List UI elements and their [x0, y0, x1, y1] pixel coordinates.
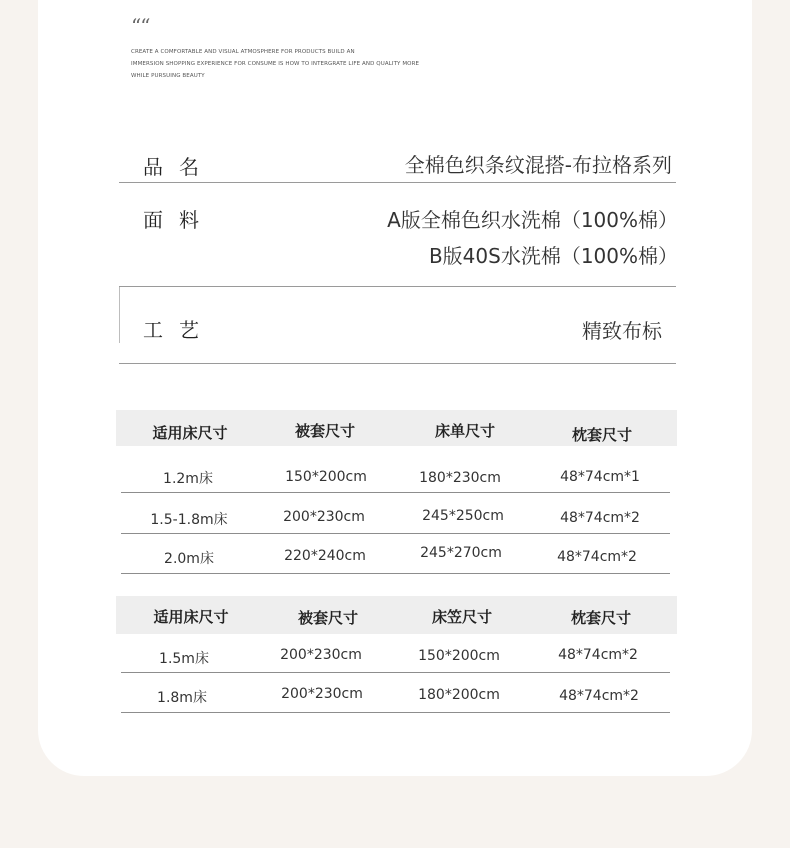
tagline-line: IMMERSION SHOPPING EXPERIENCE FOR CONSUME IS HOW TO INTERGRATE LIFE AND QUALITY MORE	[131, 61, 420, 67]
table-row-line	[121, 492, 670, 493]
table2-header-fitted-sheet: 床笠尺寸	[431, 608, 493, 626]
table-cell: 48*74cm*2	[558, 647, 638, 663]
table-cell: 200*230cm	[281, 686, 363, 702]
table-cell: 245*270cm	[420, 545, 502, 561]
table-cell: 2.0m床	[164, 551, 214, 567]
table-cell: 150*200cm	[285, 469, 367, 485]
divider	[119, 182, 676, 183]
table1-header-pillow: 枕套尺寸	[571, 426, 633, 444]
table-cell: 1.8m床	[157, 690, 207, 706]
material-label: 面料	[143, 208, 215, 232]
table-row-line	[121, 672, 670, 673]
table-cell: 200*230cm	[280, 647, 362, 663]
table2-header-duvet: 被套尺寸	[297, 609, 359, 627]
table1-header-bed: 适用床尺寸	[152, 424, 228, 442]
table-row-line	[121, 573, 670, 574]
craft-value: 精致布标	[582, 319, 662, 343]
product-name-value: 全棉色织条纹混搭-布拉格系列	[404, 153, 672, 177]
table-row-line	[121, 533, 670, 534]
brand-tagline	[131, 46, 419, 82]
table-cell: 180*200cm	[418, 687, 500, 703]
table2-header-pillow: 枕套尺寸	[570, 609, 632, 627]
tagline-line: WHILE PURSUING BEAUTY	[131, 73, 205, 79]
divider	[119, 363, 676, 364]
table1-header-duvet: 被套尺寸	[294, 422, 356, 440]
product-name-label: 品名	[143, 155, 215, 179]
material-value-b: B版40S水洗棉（100%棉）	[428, 244, 678, 268]
table-cell: 150*200cm	[418, 648, 500, 664]
divider	[119, 286, 676, 287]
table-cell: 180*230cm	[419, 470, 501, 486]
table-row-line	[121, 712, 670, 713]
table-cell: 200*230cm	[283, 509, 365, 525]
divider-accent	[119, 287, 120, 343]
content-card	[38, 0, 752, 776]
material-value-a: A版全棉色织水洗棉（100%棉）	[387, 208, 678, 232]
table-cell: 48*74cm*2	[560, 510, 640, 526]
table-cell: 48*74cm*2	[557, 549, 637, 565]
tagline-line: CREATE A COMFORTABLE AND VISUAL ATMOSPHERE FOR PRODUCTS BUILD AN	[131, 49, 355, 55]
table-cell: 1.5-1.8m床	[150, 512, 228, 528]
quote-mark-icon: ““	[131, 14, 150, 38]
table-cell: 48*74cm*2	[559, 688, 639, 704]
table-cell: 48*74cm*1	[560, 469, 640, 485]
table-cell: 220*240cm	[284, 548, 366, 564]
table-cell: 1.2m床	[163, 471, 213, 487]
table2-header-bed: 适用床尺寸	[153, 608, 229, 626]
table-cell: 1.5m床	[159, 651, 209, 667]
table-cell: 245*250cm	[422, 508, 504, 524]
craft-label: 工艺	[143, 318, 215, 342]
table1-header-sheet: 床单尺寸	[434, 422, 496, 440]
